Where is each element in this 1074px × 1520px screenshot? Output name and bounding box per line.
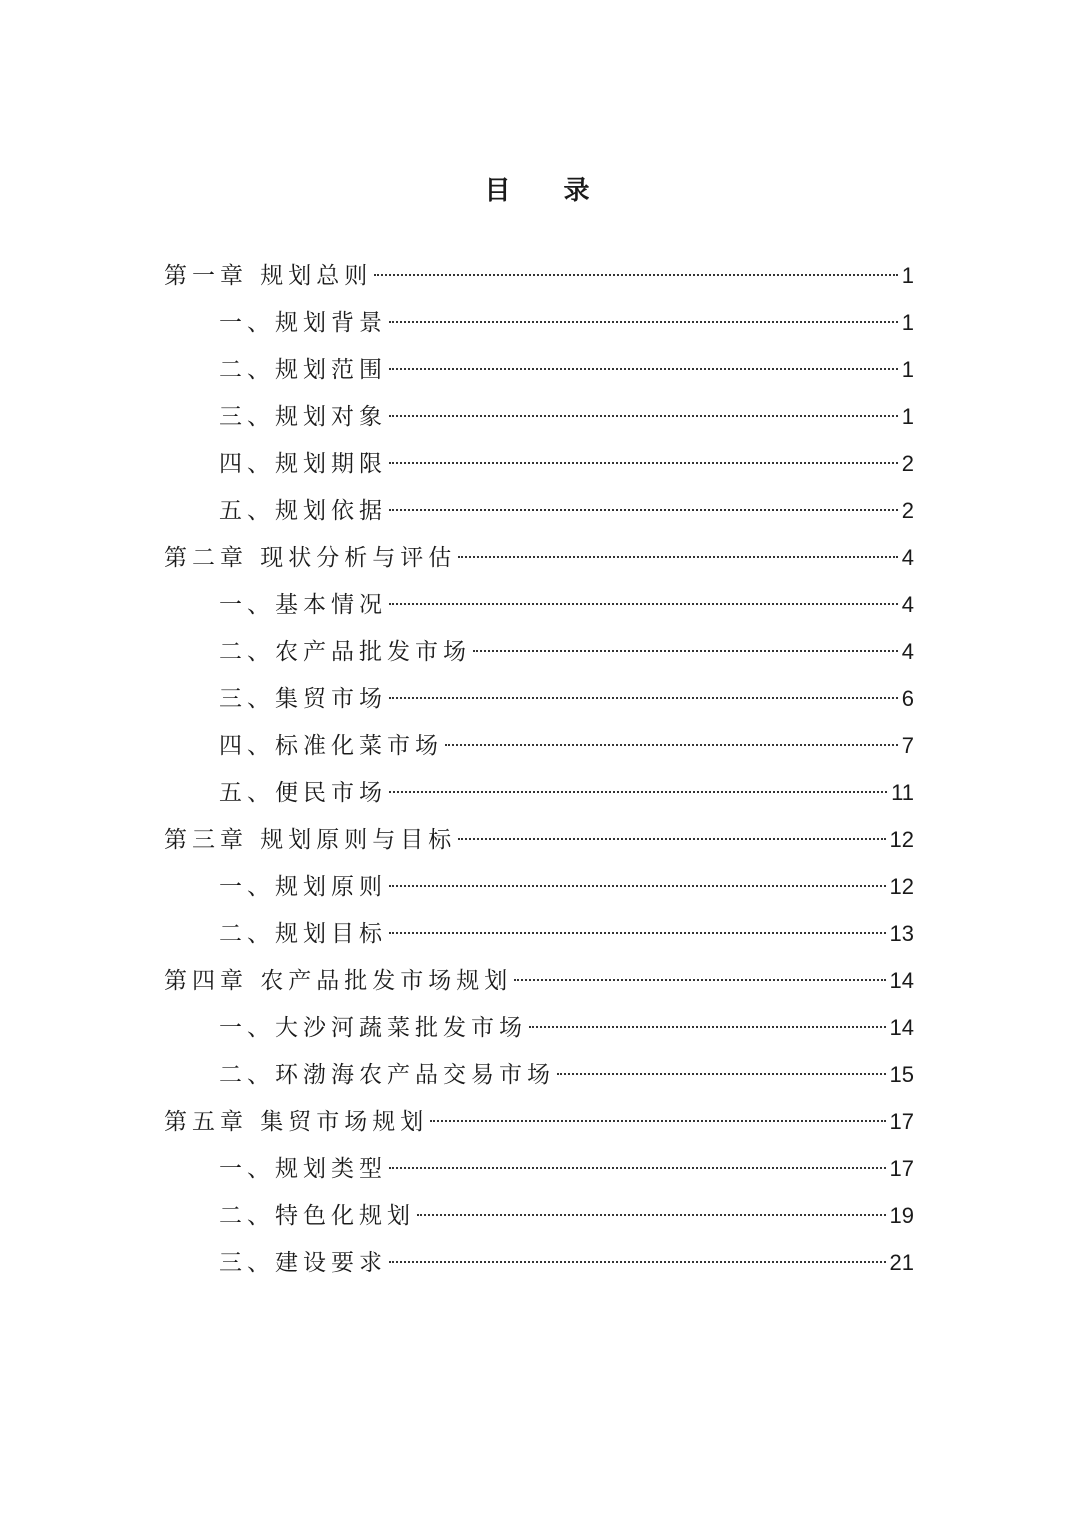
toc-entry-label: 一、基本情况 (219, 592, 387, 618)
toc-entry-page: 14 (889, 968, 914, 993)
toc-entry[interactable] (164, 816, 914, 863)
toc-entry-page: 15 (889, 1062, 914, 1087)
toc-entry-label: 第二章 现状分析与评估 (164, 545, 457, 571)
toc-entry-page: 17 (889, 1109, 914, 1134)
toc-entry-page: 13 (889, 921, 914, 946)
table-of-contents (164, 252, 914, 1286)
dot-leader (389, 368, 898, 370)
dot-leader (557, 1073, 886, 1075)
toc-entry-page: 7 (901, 733, 914, 758)
dot-leader (389, 697, 898, 699)
toc-entry-label: 三、规划对象 (219, 404, 387, 430)
toc-entry-page: 4 (901, 545, 914, 570)
dot-leader (473, 650, 898, 652)
toc-entry-label: 一、大沙河蔬菜批发市场 (219, 1015, 527, 1041)
toc-entry-page: 11 (891, 780, 914, 805)
toc-entry-label: 三、集贸市场 (219, 686, 387, 712)
toc-entry[interactable] (164, 769, 914, 816)
toc-entry-label: 二、规划目标 (219, 921, 387, 947)
toc-entry[interactable] (164, 252, 914, 299)
toc-entry[interactable] (164, 534, 914, 581)
toc-entry[interactable] (164, 1004, 914, 1051)
toc-entry-label: 四、标准化菜市场 (219, 733, 443, 759)
toc-entry-label: 四、规划期限 (219, 451, 387, 477)
toc-entry-page: 1 (901, 404, 914, 429)
toc-entry-label: 二、环渤海农产品交易市场 (219, 1062, 555, 1088)
toc-entry-label: 五、规划依据 (219, 498, 387, 524)
dot-leader (458, 838, 885, 840)
dot-leader (417, 1214, 886, 1216)
toc-entry[interactable] (164, 299, 914, 346)
toc-entry-label: 一、规划背景 (219, 310, 387, 336)
toc-entry-label: 一、规划原则 (219, 874, 387, 900)
dot-leader (389, 791, 887, 793)
toc-entry[interactable] (164, 628, 914, 675)
toc-entry-page: 4 (901, 592, 914, 617)
dot-leader (389, 462, 898, 464)
toc-entry[interactable] (164, 910, 914, 957)
dot-leader (389, 415, 898, 417)
dot-leader (458, 556, 897, 558)
toc-entry[interactable] (164, 957, 914, 1004)
dot-leader (389, 885, 886, 887)
toc-entry-page: 21 (889, 1250, 914, 1275)
toc-entry[interactable] (164, 1145, 914, 1192)
toc-entry-page: 14 (889, 1015, 914, 1040)
toc-entry[interactable] (164, 722, 914, 769)
toc-entry[interactable] (164, 581, 914, 628)
dot-leader (529, 1026, 886, 1028)
toc-entry-label: 第三章 规划原则与目标 (164, 827, 457, 853)
dot-leader (389, 321, 898, 323)
toc-entry-label: 二、规划范围 (219, 357, 387, 383)
toc-entry-page: 19 (889, 1203, 914, 1228)
toc-entry[interactable] (164, 487, 914, 534)
dot-leader (389, 1261, 886, 1263)
toc-entry[interactable] (164, 346, 914, 393)
toc-entry-page: 1 (901, 310, 914, 335)
toc-entry-label: 一、规划类型 (219, 1156, 387, 1182)
toc-entry-page: 12 (889, 874, 914, 899)
toc-entry-label: 第五章 集贸市场规划 (164, 1109, 429, 1135)
toc-entry[interactable] (164, 675, 914, 722)
dot-leader (430, 1120, 885, 1122)
dot-leader (445, 744, 898, 746)
dot-leader (389, 603, 898, 605)
toc-entry-label: 五、便民市场 (219, 780, 387, 806)
toc-entry-label: 三、建设要求 (219, 1250, 387, 1276)
toc-entry[interactable] (164, 863, 914, 910)
toc-entry-page: 12 (889, 827, 914, 852)
toc-entry[interactable] (164, 1098, 914, 1145)
toc-entry-page: 2 (901, 498, 914, 523)
toc-entry[interactable] (164, 1051, 914, 1098)
toc-entry-page: 6 (901, 686, 914, 711)
toc-entry-page: 1 (901, 357, 914, 382)
page-title: 目 录 (484, 176, 612, 206)
toc-entry-label: 二、特色化规划 (219, 1203, 415, 1229)
toc-entry-page: 4 (901, 639, 914, 664)
dot-leader (389, 1167, 886, 1169)
toc-entry[interactable] (164, 1192, 914, 1239)
toc-entry-page: 17 (889, 1156, 914, 1181)
dot-leader (389, 509, 898, 511)
toc-entry[interactable] (164, 393, 914, 440)
toc-entry-page: 2 (901, 451, 914, 476)
dot-leader (389, 932, 886, 934)
toc-entry-page: 1 (901, 263, 914, 288)
toc-entry-label: 二、农产品批发市场 (219, 639, 471, 665)
toc-entry-label: 第一章 规划总则 (164, 263, 373, 289)
toc-entry[interactable] (164, 440, 914, 487)
toc-entry-label: 第四章 农产品批发市场规划 (164, 968, 513, 994)
dot-leader (514, 979, 885, 981)
toc-entry[interactable] (164, 1239, 914, 1286)
dot-leader (374, 274, 897, 276)
